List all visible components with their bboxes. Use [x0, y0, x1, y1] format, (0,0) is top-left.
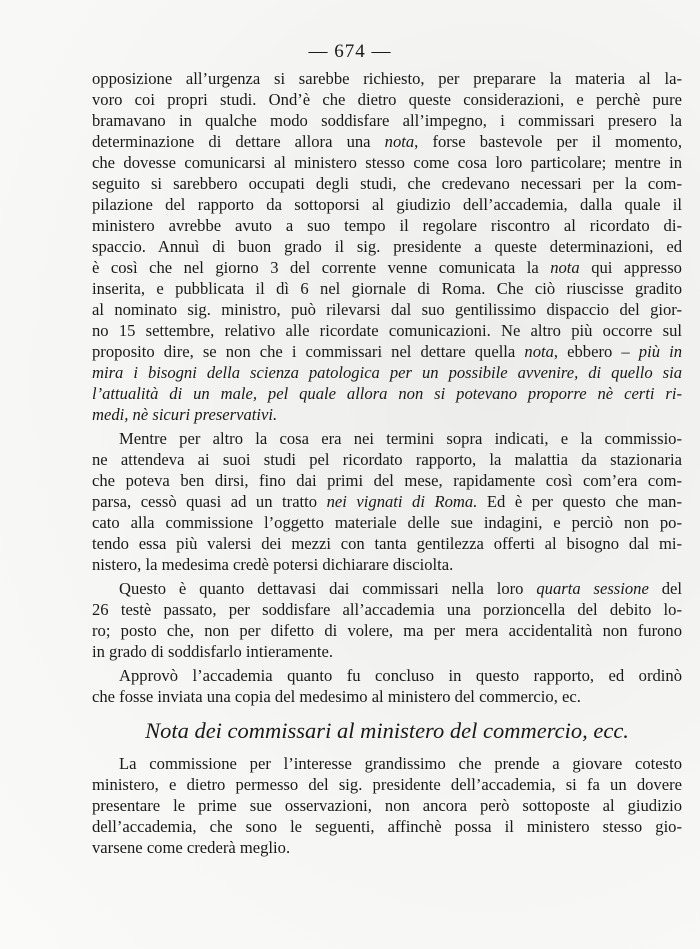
paragraph: [92, 665, 682, 707]
italic-text: nota: [550, 258, 580, 277]
text-segment: spaccio. Annuì di buon grado il sig. presidente a queste determinazioni, ed: [92, 237, 682, 256]
text-line: [92, 320, 682, 341]
text-line: [92, 428, 682, 449]
text-segment: opposizione all’urgenza si sarebbe richiesto, per preparare la materia al la-: [92, 69, 682, 88]
text-segment: Ed è per questo che man-: [477, 492, 683, 511]
paragraph: [92, 68, 682, 425]
text-line: [92, 341, 682, 362]
text-line: [92, 795, 682, 816]
text-line: [92, 620, 682, 641]
text-line: [92, 816, 682, 837]
paragraph: [92, 753, 682, 858]
text-segment: ne attendeva ai suoi studi pel ricordato rapporto, la malattia da stazionaria: [92, 450, 682, 469]
text-segment: che dovesse comunicarsi al ministero stesso come cosa loro particolare; mentre in: [92, 153, 682, 172]
text-segment: nistero, la medesima credè potersi dichiarare disciolta.: [92, 555, 454, 574]
text-segment: La commissione per l’interesse grandissimo che prende a giovare cotesto: [119, 754, 682, 773]
text-line: [92, 362, 682, 383]
text-segment: presentare le prime sue osservazioni, non ancora però sottoposte al giudizio: [92, 796, 682, 815]
text-segment: che poteva ben dirsi, fino dai primi del mese, rapidamente così com’era com-: [92, 471, 682, 490]
italic-text: mira i bisogni della scienza patologica per un possibile avvenire, di quello sia: [92, 363, 682, 382]
italic-text: nota: [524, 342, 554, 361]
text-segment: seguito si sarebbero occupati degli studi, che credevano necessari per la com-: [92, 174, 682, 193]
text-line: [92, 131, 682, 152]
text-segment: è così che nel giorno 3 del corrente venne comunicata la: [92, 258, 551, 277]
text-line: [92, 599, 682, 620]
text-line: [92, 578, 682, 599]
text-line: [92, 215, 682, 236]
text-segment: Approvò l’accademia quanto fu concluso in questo rapporto, ed ordinò: [119, 666, 682, 685]
text-segment: al nominato sig. ministro, può rilevarsi dal suo gentilissimo dispaccio del gior-: [92, 300, 682, 319]
text-segment: determinazione di dettare allora una: [92, 132, 385, 151]
text-line: [92, 383, 682, 404]
text-segment: del: [648, 579, 682, 598]
text-line: [92, 194, 682, 215]
italic-text: l’attualità di un male, pel quale allora non si potevano proporre nè certi ri-: [92, 384, 682, 403]
text-line: [92, 470, 682, 491]
text-line: [92, 257, 682, 278]
text-line: [92, 554, 682, 575]
text-line: [92, 491, 682, 512]
text-segment: , ebbero –: [553, 342, 639, 361]
text-line: [92, 152, 682, 173]
text-segment: parsa, cessò quasi ad un tratto: [92, 492, 327, 511]
text-segment: varsene come crederà meglio.: [92, 838, 291, 857]
paragraph: [92, 578, 682, 662]
text-line: [92, 533, 682, 554]
text-segment: no 15 settembre, relativo alle ricordate comunicazioni. Ne altro più occorre sul: [92, 321, 682, 340]
text-line: [92, 173, 682, 194]
text-line: [92, 278, 682, 299]
text-segment: in grado di soddisfarlo intieramente.: [92, 642, 334, 661]
text-segment: dell’accademia, che sono le seguenti, affinchè possa il ministero stesso gio-: [92, 817, 682, 836]
text-segment: che fosse inviata una copia del medesimo al ministero del commercio, ec.: [92, 687, 581, 706]
italic-text: più in: [638, 342, 682, 361]
text-line: [92, 68, 682, 89]
text-line: [92, 449, 682, 470]
paragraph: [92, 428, 682, 575]
text-segment: voro coi propri studi. Ond’è che dietro queste considerazioni, e perchè pure: [92, 90, 682, 109]
text-segment: ro; posto che, non per difetto di volere, ma per mera accidentalità non furono: [92, 621, 682, 640]
text-segment: pilazione del rapporto da sottoporsi al giudizio dell’accademia, dalla quale il: [92, 195, 682, 214]
text-line: [92, 753, 682, 774]
text-line: [92, 641, 682, 662]
text-segment: , forse bastevole per il momento,: [414, 132, 682, 151]
text-segment: bramavano in qualche modo soddisfare all’impegno, i commissari presero la: [92, 111, 682, 130]
page-number: — 674 —: [308, 41, 392, 62]
text-line: [92, 404, 682, 425]
text-line: [92, 512, 682, 533]
text-segment: qui appresso: [579, 258, 682, 277]
text-line: [92, 110, 682, 131]
text-segment: tendo essa più valersi dei mezzi con tanta gentilezza offerti al bisogno dal mi-: [92, 534, 682, 553]
text-line: [92, 665, 682, 686]
italic-text: nei vignati di Roma.: [326, 492, 478, 511]
text-line: [92, 686, 682, 707]
text-segment: 26 testè passato, per soddisfare all’accademia una porzioncella del debito lo-: [92, 600, 682, 619]
text-line: [92, 236, 682, 257]
italic-text: nota: [384, 132, 415, 151]
text-segment: proposito dire, se non che i commissari nel dettare quella: [92, 342, 525, 361]
italic-text: quarta sessione: [536, 579, 649, 598]
section-heading: Nota dei commissari al ministero del commercio, ecc.: [145, 718, 629, 743]
text-line: [92, 774, 682, 795]
text-segment: inserita, e pubblicata il dì 6 nel giornale di Roma. Che ciò riuscisse gradito: [92, 279, 682, 298]
text-line: [92, 837, 682, 858]
text-segment: ministero, e dietro permesso del sig. presidente dell’accademia, si fa un dovere: [92, 775, 682, 794]
text-segment: Mentre per altro la cosa era nei termini sopra indicati, e la commissio-: [119, 429, 682, 448]
italic-text: medi, nè sicuri preservativi.: [92, 405, 278, 424]
text-line: [92, 89, 682, 110]
text-line: [92, 299, 682, 320]
text-segment: Questo è quanto dettavasi dai commissari nella loro: [119, 579, 537, 598]
text-segment: cato alla commissione l’oggetto materiale delle sue indagini, e perciò non po-: [92, 513, 682, 532]
text-segment: ministero avrebbe avuto a suo tempo il regolare riscontro al ricordato di-: [92, 216, 682, 235]
